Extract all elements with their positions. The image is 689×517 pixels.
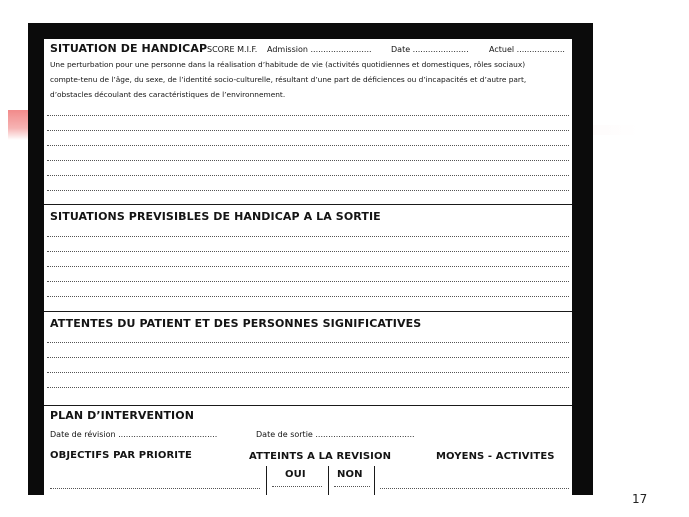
writing-line bbox=[47, 160, 569, 161]
column-header-atteints: ATTEINTS A LA REVISION bbox=[249, 451, 392, 462]
writing-line bbox=[47, 190, 569, 191]
non-line bbox=[334, 486, 370, 487]
definition-line-3: d’obstacles découlant des caractéristiques de l’environnement. bbox=[50, 90, 286, 99]
column-divider bbox=[374, 466, 375, 495]
section-title-attentes: ATTENTES DU PATIENT ET DES PERSONNES SIGNIFICATIVES bbox=[50, 317, 422, 330]
writing-line bbox=[47, 296, 569, 297]
section-divider bbox=[44, 204, 572, 205]
section-divider bbox=[44, 405, 572, 406]
column-header-oui: OUI bbox=[285, 469, 306, 480]
admission-field: Admission ........................ bbox=[267, 45, 372, 54]
writing-line bbox=[47, 387, 569, 388]
writing-line bbox=[47, 372, 569, 373]
writing-line bbox=[47, 130, 569, 131]
date-field: Date ...................... bbox=[391, 45, 469, 54]
slide-page-number: 17 bbox=[632, 492, 648, 506]
objectif-line bbox=[50, 488, 260, 489]
column-header-moyens: MOYENS - ACTIVITES bbox=[436, 451, 555, 462]
writing-line bbox=[47, 357, 569, 358]
actuel-field: Actuel ................... bbox=[489, 45, 565, 54]
score-mif-label: SCORE M.I.F. bbox=[207, 45, 258, 54]
writing-line bbox=[47, 342, 569, 343]
date-revision-field: Date de révision ....................................... bbox=[50, 430, 218, 439]
section-divider bbox=[44, 311, 572, 312]
writing-line bbox=[47, 266, 569, 267]
writing-line bbox=[47, 251, 569, 252]
section-title-situation-handicap: SITUATION DE HANDICAP bbox=[50, 42, 208, 55]
writing-line bbox=[47, 115, 569, 116]
date-sortie-field: Date de sortie ....................................... bbox=[256, 430, 415, 439]
writing-line bbox=[47, 236, 569, 237]
moyens-line bbox=[380, 488, 569, 489]
column-header-objectifs: OBJECTIFS PAR PRIORITE bbox=[50, 450, 192, 461]
writing-line bbox=[47, 145, 569, 146]
writing-line bbox=[47, 281, 569, 282]
oui-line bbox=[272, 486, 322, 487]
definition-line-2: compte-tenu de l’âge, du sexe, de l’identité socio-culturelle, résultant d’une part de déficiences ou d’incapacités et d’autre part, bbox=[50, 75, 527, 84]
column-header-non: NON bbox=[337, 469, 363, 480]
writing-line bbox=[47, 175, 569, 176]
form-page bbox=[44, 39, 572, 495]
column-divider bbox=[266, 466, 267, 495]
column-divider bbox=[328, 466, 329, 495]
definition-line-1: Une perturbation pour une personne dans la réalisation d’habitude de vie (activités quotidiennes et domestiques, rôles sociaux) bbox=[50, 60, 526, 69]
section-title-plan-intervention: PLAN D’INTERVENTION bbox=[50, 409, 195, 422]
section-title-situations-previsibles: SITUATIONS PREVISIBLES DE HANDICAP A LA SORTIE bbox=[50, 210, 381, 223]
